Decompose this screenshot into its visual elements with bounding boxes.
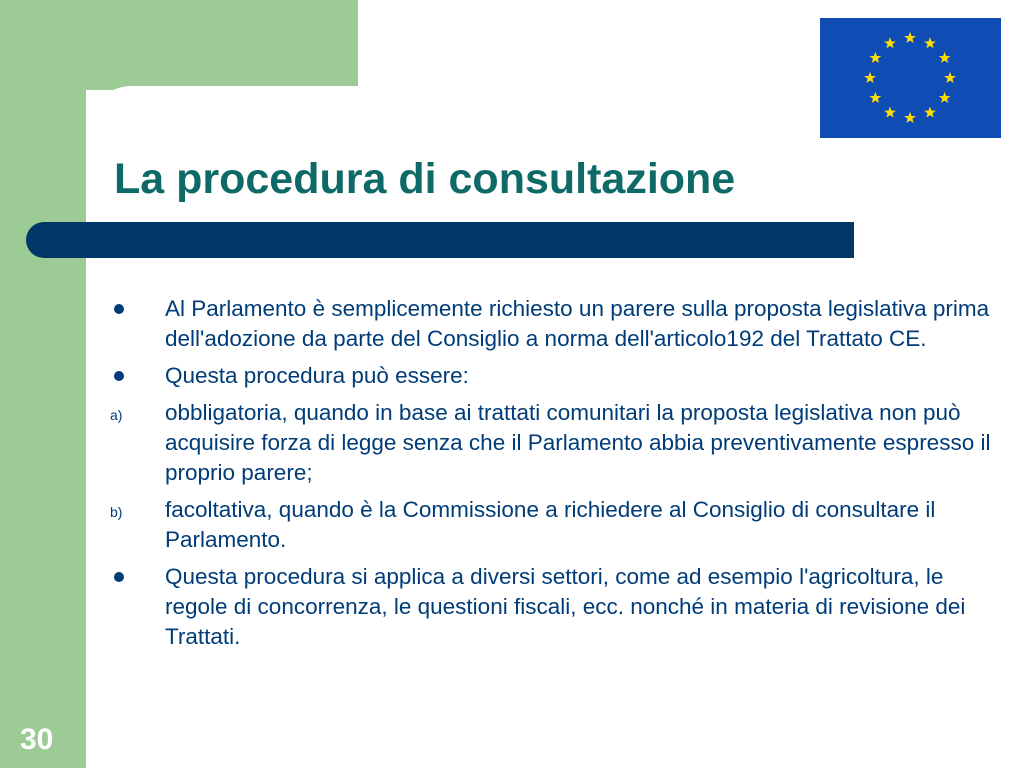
eu-star-icon — [869, 52, 881, 63]
left-green-band — [0, 0, 86, 768]
list-item-text: Al Parlamento è semplicemente richiesto un parere sulla proposta legislativa prima dell'adozione da parte del Consiglio a norma dell'articolo192 del Trattato CE. — [165, 296, 990, 351]
list-item — [110, 294, 1000, 354]
letter-marker-b: b) — [110, 504, 123, 520]
eu-star-icon — [869, 92, 881, 103]
eu-star-icon — [904, 32, 916, 43]
eu-star-icon — [924, 106, 936, 117]
list-item — [110, 562, 1000, 652]
list-item-text: Questa procedura si applica a diversi settori, come ad esempio l'agricoltura, le regole di concorrenza, le questioni fiscali, ecc. nonché in materia di revisione dei Trattati. — [165, 564, 966, 649]
content-list — [110, 294, 1000, 659]
list-item — [110, 495, 1000, 555]
list-item — [110, 398, 1000, 488]
eu-star-icon — [884, 106, 896, 117]
eu-star-icon — [884, 37, 896, 48]
bullet-dot — [114, 371, 124, 381]
eu-star-icon — [939, 52, 951, 63]
list-item — [110, 361, 1000, 391]
page-number: 30 — [20, 723, 54, 756]
slide-title: La procedura di consultazione — [114, 155, 736, 203]
eu-flag-stars — [820, 18, 1001, 138]
eu-star-icon — [944, 72, 956, 83]
eu-star-icon — [864, 72, 876, 83]
eu-star-icon — [939, 92, 951, 103]
title-underline-bar — [26, 222, 854, 258]
eu-star-icon — [904, 112, 916, 123]
list-item-text: facoltativa, quando è la Commissione a richiedere al Consiglio di consultare il Parlamento. — [165, 497, 936, 552]
list-item-text: Questa procedura può essere: — [165, 363, 469, 388]
eu-flag-icon — [820, 18, 1001, 138]
bullet-dot — [114, 304, 124, 314]
bullet-dot — [114, 572, 124, 582]
letter-marker-a: a) — [110, 407, 123, 423]
list-item-text: obbligatoria, quando in base ai trattati comunitari la proposta legislativa non può acquisire forza di legge senza che il Parlamento abbia preventivamente espresso il proprio parere; — [165, 400, 991, 485]
eu-star-icon — [924, 37, 936, 48]
